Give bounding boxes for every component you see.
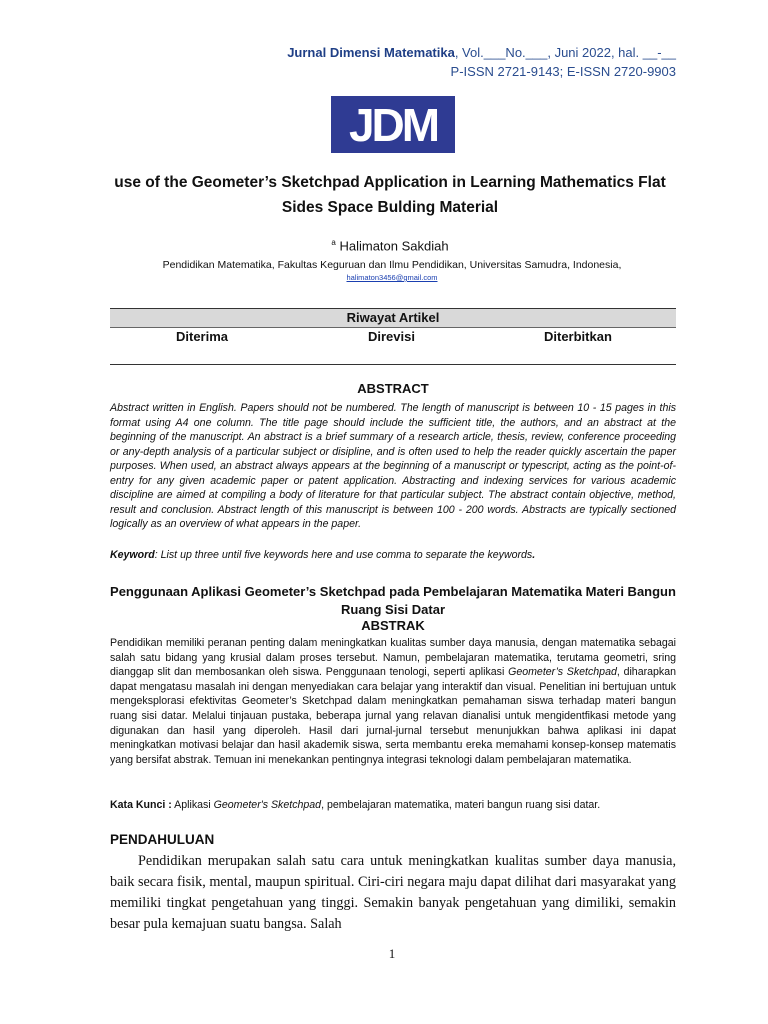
page-number: 1 [388,946,396,961]
history-col-published: Diterbitkan [544,329,612,344]
kata-kunci-label: Kata Kunci : [110,799,172,811]
journal-header [287,43,676,81]
author-marker: a [331,238,336,247]
kata-kunci-italic: Geometer's Sketchpad [213,799,322,811]
logo-text: JDM [348,98,438,151]
keyword-end: . [532,549,536,561]
history-columns [110,328,676,348]
author-name: Halimaton Sakdiah [335,238,449,254]
journal-name: Jurnal Dimensi Matematika [287,45,455,60]
author-affiliation: Pendidikan Matematika, Fakultas Keguruan dan Ilmu Pendidikan, Universitas Samudra, Indonesia, [162,259,622,271]
paper-title: use of the Geometer’s Sketchpad Application in Learning Mathematics Flat Sides Space Bulding Material [114,174,666,216]
keywords-id [110,799,676,811]
keyword-text: : List up three until five keywords here and use comma to separate the keywords [154,549,533,561]
abstrak-part1: Pendidikan memiliki peranan penting dalam meningkatkan kualitas sumber daya manusia, dengan matematika sebagai salah satu bidang yang krusial dalam proses tersebut. Namun, pembelajaran matematika, terutama geometri, sring dianggap slit dan membosankan oleh siswa. Penggunaan tenologi, seperti aplikasi [110,637,676,679]
abstract-text: Abstract written in English. Papers should not be numbered. The length of manuscript is between 10 - 15 pages in this format using A4 one column. The title page should include the sufficient title, the authors, and an abstract at the beginning of the manuscript. An abstract is a brief summary of a research article, thesis, review, conference proceeding or any-depth analysis of a particular subject or disipline, and is often used to help the reader quickly ascertain the paper purposes. When used, an abstract always appears at the beginning of a manuscript or typescript, acting as the point-of-entry for any given academic paper or patent application. Abstracting and indexing services for various academic discipline are aimed at compiling a body of literature for that particular subject. The abstract contain objective, method, result and conclusion. Abstract length of this manuscript is between 100 - 200 words. Abstracts are typically sectioned logically as an overview of what appears in the paper. [110,402,676,530]
issn-line: P-ISSN 2721-9143; E-ISSN 2720-9903 [450,64,676,79]
keywords-en [110,549,676,561]
author-email-link[interactable]: halimaton3456@gmail.com [346,273,438,282]
kata-kunci-pre: Aplikasi [171,799,214,811]
issue-line: , Vol.___No.___, Juni 2022, hal. __-__ [454,45,676,60]
abstrak-heading: ABSTRAK [361,618,425,633]
history-col-revised: Direvisi [368,329,415,344]
author-line [0,238,768,253]
section-heading-pendahuluan: PENDAHULUAN [110,832,215,847]
journal-logo [331,96,455,153]
abstrak-part2: , diharapkan dapat mengatasu masalah ini dengan menyediakan cara belajar yang interaktif dan visual. Penelitian ini bertujuan untuk mengeksplorasi efektivitas Geometer’s Sketchpad dalam meningkatkan pemahaman siswa terhadap materi bangun ruang sisi datar. Melalui tinjauan pustaka, beberapa jurnal yang relavan dianalisi untuk mengidentfikasi metode yang digunakan dan hasil yang diperoleh. Hasil dari jurnal-jurnal tersebut menunjukkan bahwa aplikasi ini dapat meningkatkan motivasi belajar dan hasil akademik siswa, serta membantu ereka memahami konsep-konsep matematis yang bersifat abstrak. Temuan ini menekankan pentingnya integrasi teknologi dalam pembelajaran matematika. [110,666,676,766]
kata-kunci-post: , pembelajaran matematika, materi bangun ruang sisi datar. [321,799,601,811]
abstrak-italic: Geometer’s Sketchpad [508,666,617,679]
history-heading: Riwayat Artikel [110,309,676,328]
abstrak-text [110,636,676,767]
abstract-heading: ABSTRACT [357,381,429,396]
keyword-label: Keyword [110,549,155,561]
indonesian-title: Penggunaan Aplikasi Geometer’s Sketchpad pada Pembelajaran Matematika Materi Bangun Ruang Sisi Datar [110,584,676,617]
intro-paragraph: Pendidikan merupakan salah satu cara untuk meningkatkan kualitas sumber daya manusia, baik secara fisik, mental, maupun spiritual. Ciri-ciri negara maju dapat dilihat dari masyarakat yang memiliki tingkat pengetahuan yang tinggi. Semakin banyak pengetahuan yang dimiliki, semakin besar pula kemajuan suatu bangsa. Salah [110,853,676,932]
article-history-table [110,308,676,365]
history-col-received: Diterima [176,329,229,344]
